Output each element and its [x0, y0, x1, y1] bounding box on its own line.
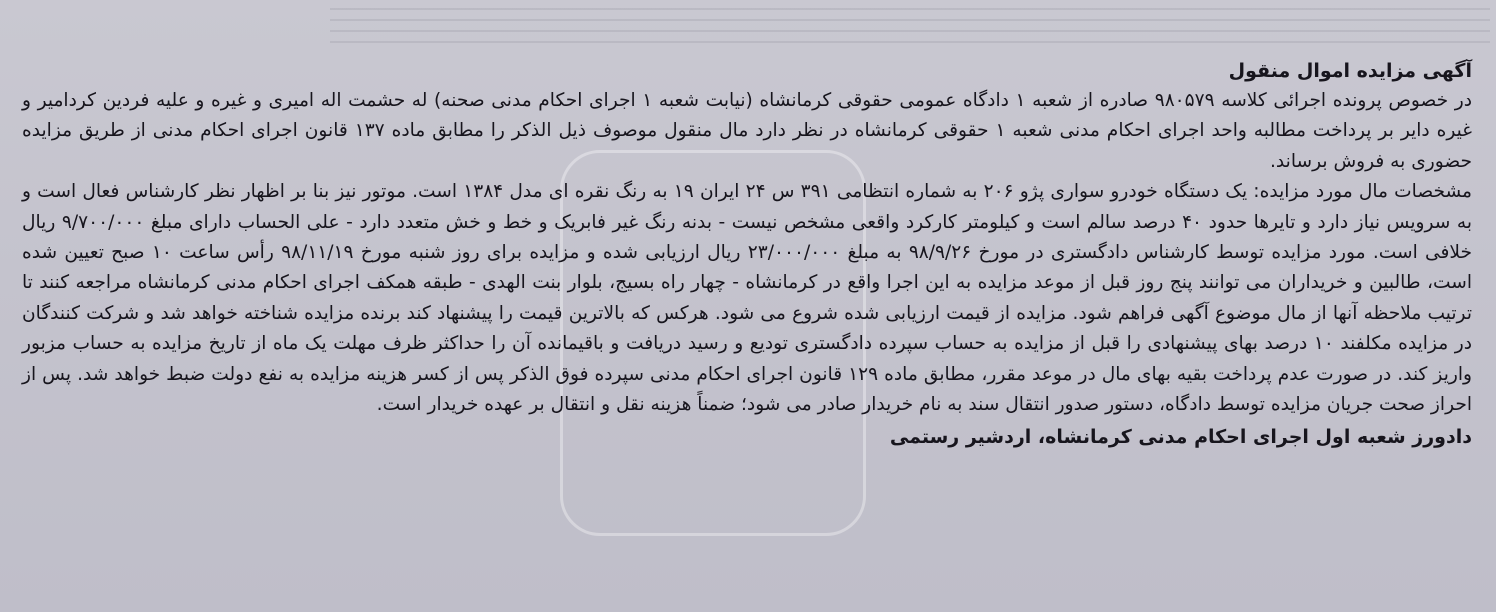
notice-body: [22, 86, 1472, 420]
bleed-through-text: [330, 8, 1490, 52]
notice-paragraph-intro: در خصوص پرونده اجرائی کلاسه ۹۸۰۵۷۹ صادره از شعبه ۱ دادگاه عمومی حقوقی کرمانشاه (نیابت شعبه ۱ اجرای احکام مدنی صحنه) له حشمت اله امیری و غیره و علیه فردین کردامیر و غیره دایر بر پرداخت مطالبه واحد اجرای احکام مدنی شعبه ۱ حقوقی کرمانشاه در نظر دارد مال منقول موصوف ذیل الذکر را مطابق ماده ۱۳۷ قانون اجرای احکام مدنی از طریق مزایده حضوری به فروش برساند.: [22, 90, 1472, 172]
notice-paragraph-details: مشخصات مال مورد مزایده: یک دستگاه خودرو سواری پژو ۲۰۶ به شماره انتظامی ۳۹۱ س ۲۴ ایران ۱۹ به رنگ نقره ای مدل ۱۳۸۴ است. موتور نیز بنا بر اظهار نظر کارشناس فعال است و به سرویس نیاز دارد و تایرها حدود ۴۰ درصد سالم است و کیلومتر کارکرد واقعی مشخص نیست - بدنه رنگ غیر فابریک و خط و خش متعدد دارد - علی الحساب دارای مبلغ ۹/۷۰۰/۰۰۰ ریال خلافی است. مورد مزایده توسط کارشناس دادگستری در مورخ ۹۸/۹/۲۶ به مبلغ ۲۳/۰۰۰/۰۰۰ ریال ارزیابی شده و مزایده برای روز شنبه مورخ ۹۸/۱۱/۱۹ رأس ساعت ۱۰ صبح تعیین شده است، طالبین و خریداران می توانند پنج روز قبل از موعد مزایده به این اجرا واقع در کرمانشاه - چهار راه بسیج، بلوار بنت الهدی - طبقه همکف اجرای احکام مدنی کرمانشاه مراجعه کنند تا ترتیب ملاحظه آنها از مال موضوع آگهی فراهم شود. مزایده از قیمت ارزیابی شده شروع می شود. هرکس که بالاترین قیمت را پیشنهاد کند برنده مزایده شناخته خواهد شد و شرکت کنندگان در مزایده مکلفند ۱۰ درصد بهای پیشنهادی را قبل از مزایده به حساب سپرده دادگستری تودیع و رسید دریافت و باقیمانده آن را حداکثر ظرف مهلت یک ماه از تاریخ مزایده به حساب مزبور واریز کند. در صورت عدم پرداخت بقیه بهای مال در موعد مقرر، مطابق ماده ۱۲۹ قانون اجرای احکام مدنی سپرده فوق الذکر پس از کسر هزینه مزایده به نفع دولت ضبط خواهد شد. پس از احراز صحت جریان مزایده توسط دادگاه، دستور صدور انتقال سند به نام خریدار صادر می شود؛ ضمناً هزینه نقل و انتقال بر عهده خریدار است.: [22, 181, 1473, 416]
auction-notice: [22, 56, 1472, 452]
notice-title: آگهی مزایده اموال منقول: [1228, 60, 1472, 82]
notice-signature: دادورز شعبه اول اجرای احکام مدنی کرمانشاه، اردشیر رستمی: [889, 426, 1472, 449]
